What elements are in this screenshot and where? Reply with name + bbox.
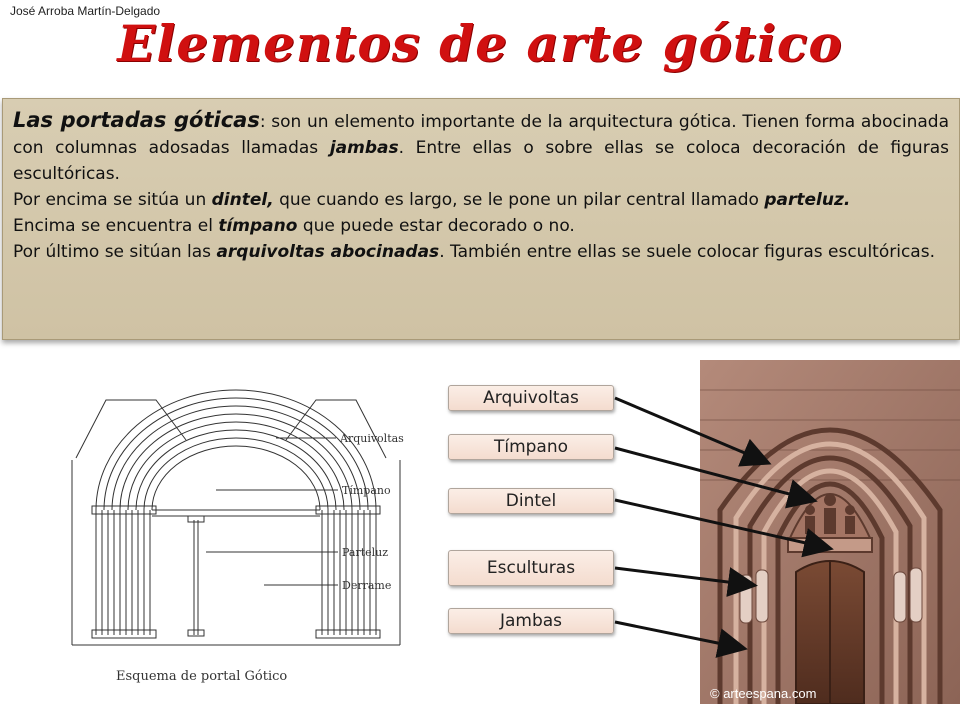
label-esculturas: Esculturas (448, 550, 614, 586)
paragraph-3 (13, 213, 949, 239)
description-box (2, 98, 960, 340)
scheme-label-parteluz: Parteluz (342, 546, 389, 559)
author-name: José Arroba Martín-Delgado (10, 4, 161, 18)
portal-scheme-diagram (66, 380, 406, 700)
page-title: Elementos de arte gótico (117, 14, 843, 73)
label-timpano: Tímpano (448, 434, 614, 460)
portal-photo (700, 360, 960, 704)
text-span: Por último se sitúan las (13, 242, 217, 262)
scheme-label-derrame: Derrame (342, 579, 392, 592)
text-span: : son un elemento importante de la arquitectura gótica. Tienen forma abocinada con columnas adosadas llamadas (13, 112, 949, 158)
text-span: Por encima se sitúa un (13, 190, 212, 210)
term-parteluz: parteluz. (764, 190, 851, 210)
term-timpano: tímpano (218, 216, 298, 236)
lead-term: Las portadas góticas (13, 108, 260, 132)
text-span: Encima se encuentra el (13, 216, 219, 236)
term-jambas: jambas (329, 138, 399, 158)
scheme-label-timpano: Tímpano (342, 484, 391, 497)
text-span: . Entre ellas o sobre ellas se coloca decoración de figuras escultóricas. (13, 138, 949, 184)
label-dintel: Dintel (448, 488, 614, 514)
scheme-label-arquivoltas: Arquivoltas (340, 432, 404, 445)
text-span: que cuando es largo, se le pone un pilar central llamado (273, 190, 765, 210)
label-arquivoltas: Arquivoltas (448, 385, 614, 411)
photo-credit: © arteespana.com (710, 686, 817, 701)
text-span: . También entre ellas se suele colocar figuras escultóricas. (439, 242, 935, 262)
paragraph-1 (13, 107, 949, 187)
text-span: que puede estar decorado o no. (297, 216, 575, 236)
term-dintel: dintel, (211, 190, 274, 210)
label-jambas: Jambas (448, 608, 614, 634)
paragraph-4 (13, 239, 949, 265)
term-arquivoltas: arquivoltas abocinadas (216, 242, 440, 262)
paragraph-2 (13, 187, 949, 213)
scheme-caption: Esquema de portal Gótico (116, 669, 288, 684)
